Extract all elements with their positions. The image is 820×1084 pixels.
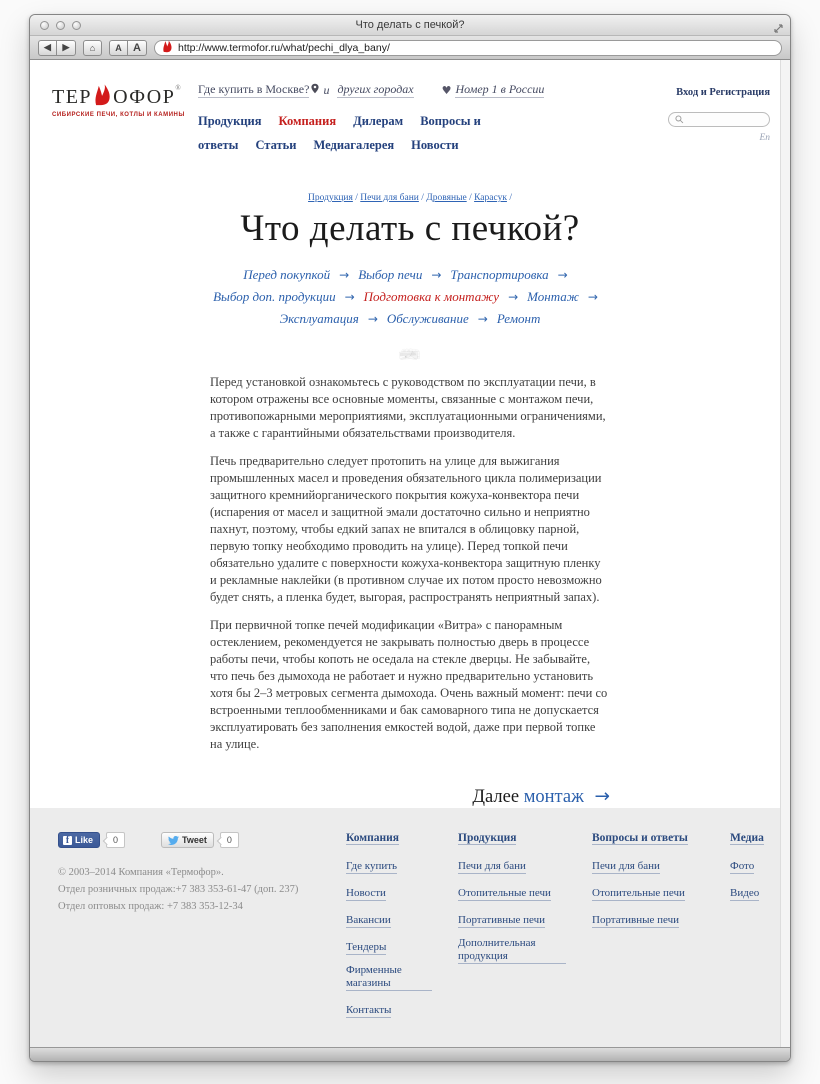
step-arrow-icon: → [431, 268, 442, 282]
paragraph: Перед установкой ознакомьтесь с руководством по эксплуатации печи, в котором отражены все основные моменты, связанные с монтажом печи, противопожарными мероприятиями, эксплуатационными ограничениями, а также с гарантийными обязательствами производителя. [210, 375, 606, 440]
where-to-buy-link[interactable]: Где купить в Москве? [198, 82, 310, 96]
step-link[interactable]: Выбор доп. продукции [213, 289, 336, 304]
search-icon [675, 111, 684, 129]
tweet-button[interactable]: Tweet [161, 832, 214, 848]
nav-item[interactable]: Статьи [255, 138, 297, 152]
close-icon[interactable] [40, 21, 49, 30]
footer-column [592, 832, 704, 1027]
favicon-flame-icon [162, 40, 173, 56]
utility-row [198, 82, 650, 98]
footer-column [458, 832, 566, 1027]
footer-link[interactable]: Фото [730, 860, 755, 872]
minimize-icon[interactable] [56, 21, 65, 30]
zoom-icon[interactable] [72, 21, 81, 30]
other-cities-link[interactable]: других городах [337, 82, 414, 96]
footer-link-item [458, 883, 566, 910]
page-viewport [30, 60, 790, 1047]
copyright-block [58, 864, 346, 915]
tweet-count: 0 [220, 832, 239, 848]
breadcrumb-link[interactable]: Печи для бани [360, 193, 419, 203]
footer-link[interactable]: Где купить [346, 860, 398, 872]
breadcrumb [30, 193, 790, 203]
next-step-link[interactable]: монтаж [523, 787, 584, 807]
footer-link[interactable]: Печи для бани [458, 860, 526, 872]
site-logo[interactable] [52, 84, 202, 118]
stove-illustration [270, 348, 550, 360]
next-step-row [210, 786, 610, 808]
logo-tagline: СИБИРСКИЕ ПЕЧИ, КОТЛЫ И КАМИНЫ [52, 112, 185, 118]
footer-link[interactable]: Тендеры [346, 941, 387, 953]
wholesale-phone: Отдел оптовых продаж: +7 383 353-12-34 [58, 901, 243, 912]
footer-link[interactable]: Отопительные печи [592, 887, 685, 899]
browser-window [29, 14, 791, 1062]
search-box[interactable] [668, 112, 770, 127]
step-link[interactable]: Ремонт [496, 311, 541, 326]
step-link[interactable]: Монтаж [527, 289, 579, 304]
nav-item[interactable]: Вопросы и ответы [198, 114, 481, 152]
breadcrumb-link[interactable]: Продукция [308, 193, 353, 203]
facebook-like-widget [58, 832, 125, 848]
footer-columns [346, 832, 790, 1027]
site-header [30, 60, 790, 163]
article-body [210, 374, 610, 764]
footer-link-item [346, 964, 432, 1000]
breadcrumb-separator: / [506, 193, 512, 203]
status-bar [30, 1047, 790, 1061]
footer-link-list [592, 856, 704, 937]
step-arrow-icon: → [557, 268, 568, 282]
registered-mark: ® [175, 84, 183, 92]
step-link[interactable]: Выбор печи [358, 267, 423, 282]
nav-item[interactable]: Медиагалерея [313, 138, 395, 152]
flame-icon [93, 84, 112, 106]
header-main [198, 82, 650, 157]
forward-button[interactable]: ▶ [57, 40, 76, 56]
breadcrumb-separator: / [466, 193, 475, 203]
step-arrow-icon: → [339, 268, 350, 282]
paragraph: При первичной топке печей модификации «Витра» с панорамным остеклением, рекомендуется не закрывать полностью дверь в процессе работы печи, чтобы копоть не оседала на стекле дверцы. Не забывайте, что печь без дымохода не работает и нужно предварительно установить хотя бы 2–3 метровых сегмента дымохода. Очень важный момент: печи со встроенными теплообменниками и бак самоварного типа не допускается эксплуатировать без заполнения емкостей водой, даже при первой топке на улице. [210, 618, 608, 751]
window-title: Что делать с печкой? [355, 19, 465, 31]
nav-item[interactable]: Новости [411, 138, 459, 152]
font-smaller-button[interactable]: A [109, 40, 128, 56]
copyright-line: © 2003–2014 Компания «Термофор». [58, 867, 224, 878]
vertical-scrollbar[interactable] [780, 60, 790, 1047]
footer-column-title [346, 832, 432, 844]
footer-link[interactable]: Видео [730, 887, 760, 899]
footer-left [58, 832, 346, 1027]
footer-link[interactable]: Портативные печи [458, 914, 546, 926]
footer-column-title-link[interactable]: Компания [346, 832, 399, 844]
social-row [58, 832, 346, 848]
step-arrow-icon: → [477, 312, 488, 326]
footer-link-item [458, 937, 566, 973]
number-one-link[interactable]: Номер 1 в России [455, 82, 545, 96]
steps-nav [213, 264, 607, 330]
footer-link-list [346, 856, 432, 1027]
language-switch[interactable]: En [759, 133, 770, 143]
address-bar[interactable] [154, 40, 782, 56]
footer-link[interactable]: Портативные печи [592, 914, 680, 926]
footer-link[interactable]: Дополнительная продукция [458, 937, 566, 964]
footer-column [730, 832, 764, 1027]
logo-wordmark: ТЕР ОФОР® [52, 84, 183, 108]
step-arrow-icon: → [508, 290, 519, 304]
url-text: http://www.termofor.ru/what/pechi_dlya_bany/ [178, 41, 390, 54]
footer-link-item [346, 883, 432, 910]
footer-link[interactable]: Новости [346, 887, 386, 899]
footer-column-title [730, 832, 764, 844]
footer-link-item [346, 910, 432, 937]
footer-link[interactable]: Контакты [346, 1004, 392, 1016]
footer-link-item [458, 856, 566, 883]
main-nav [198, 109, 650, 157]
paragraph: Печь предварительно следует протопить на улице для выжигания промышленных масел и проведения обязательного цикла полимеризации защитного кремнийорганического покрытия кожуха-конвектора печи (испарения от масел и защитной эмали достаточно сильно и неприятно пахнут, поэтому, чтобы едкий запах не впитался в облицовку парной, первую топку необходимо проводить на улице). Перед топкой печи обязательно удалите с поверхности кожуха-конвектора защитную пленку и рекламные наклейки (в противном случае их потом просто невозможно будет снять, а пленка будет, выгорая, распространять неприятный запах). [210, 454, 602, 604]
title-bar [30, 15, 790, 36]
breadcrumb-link[interactable]: Карасук [474, 193, 507, 203]
and-word: и [323, 82, 330, 97]
breadcrumb-link[interactable]: Дровяные [426, 193, 467, 203]
twitter-bird-icon [168, 836, 179, 845]
font-larger-button[interactable]: A [128, 40, 147, 56]
step-link[interactable]: Обслуживание [386, 311, 469, 326]
location-pin-icon [311, 83, 319, 98]
site-footer [30, 808, 790, 1047]
footer-column [346, 832, 432, 1027]
footer-link-item [346, 937, 432, 964]
retail-phone: Отдел розничных продаж:+7 383 353-61-47 (доп. 237) [58, 884, 299, 895]
footer-link[interactable]: Печи для бани [592, 860, 660, 872]
back-button[interactable]: ◀ [38, 40, 57, 56]
footer-link[interactable]: Вакансии [346, 914, 391, 926]
heart-icon: ♥ [441, 83, 452, 97]
step-link[interactable]: Эксплуатация [279, 311, 359, 326]
footer-link[interactable]: Отопительные печи [458, 887, 551, 899]
footer-link-list [730, 856, 764, 910]
footer-link-item [592, 883, 704, 910]
step-link[interactable]: Перед покупкой [243, 267, 331, 282]
footer-column-title [592, 832, 704, 844]
browser-toolbar [30, 36, 790, 60]
home-button[interactable]: ⌂ [83, 40, 102, 56]
next-prefix: Далее [472, 787, 520, 807]
footer-link-item [592, 910, 704, 937]
footer-link-item [346, 1000, 432, 1027]
facebook-like-button[interactable]: f Like [58, 832, 100, 848]
next-arrow-icon: → [594, 786, 610, 807]
breadcrumb-separator: / [352, 193, 361, 203]
footer-link-item [346, 856, 432, 883]
footer-column-title-link[interactable]: Продукция [458, 832, 517, 844]
like-count: 0 [106, 832, 125, 848]
footer-link-list [458, 856, 566, 973]
window-controls[interactable] [40, 21, 81, 30]
breadcrumb-separator: / [418, 193, 427, 203]
nav-item[interactable]: Продукция [198, 114, 262, 128]
footer-column-title-link[interactable]: Медиа [730, 832, 764, 844]
twitter-tweet-widget [161, 832, 239, 848]
footer-link-item [730, 856, 764, 883]
footer-link-item [458, 910, 566, 937]
step-arrow-icon: → [587, 290, 598, 304]
nav-item[interactable]: Компания [278, 114, 337, 128]
page-title: Что делать с печкой? [240, 208, 580, 249]
facebook-icon: f [63, 836, 72, 845]
step-arrow-icon: → [367, 312, 378, 326]
login-register-link[interactable]: Вход и Регистрация [676, 87, 770, 98]
footer-link[interactable]: Фирменные магазины [346, 964, 432, 991]
nav-item[interactable]: Дилерам [353, 114, 404, 128]
step-arrow-icon: → [344, 290, 355, 304]
step-link[interactable]: Подготовка к монтажу [363, 289, 500, 304]
search-input[interactable] [684, 115, 763, 125]
resize-icon[interactable] [773, 20, 783, 38]
step-link[interactable]: Транспортировка [450, 267, 549, 282]
footer-link-item [592, 856, 704, 883]
footer-column-title-link[interactable]: Вопросы и ответы [592, 832, 688, 844]
header-right [668, 82, 770, 145]
footer-link-item [730, 883, 764, 910]
footer-column-title [458, 832, 566, 844]
